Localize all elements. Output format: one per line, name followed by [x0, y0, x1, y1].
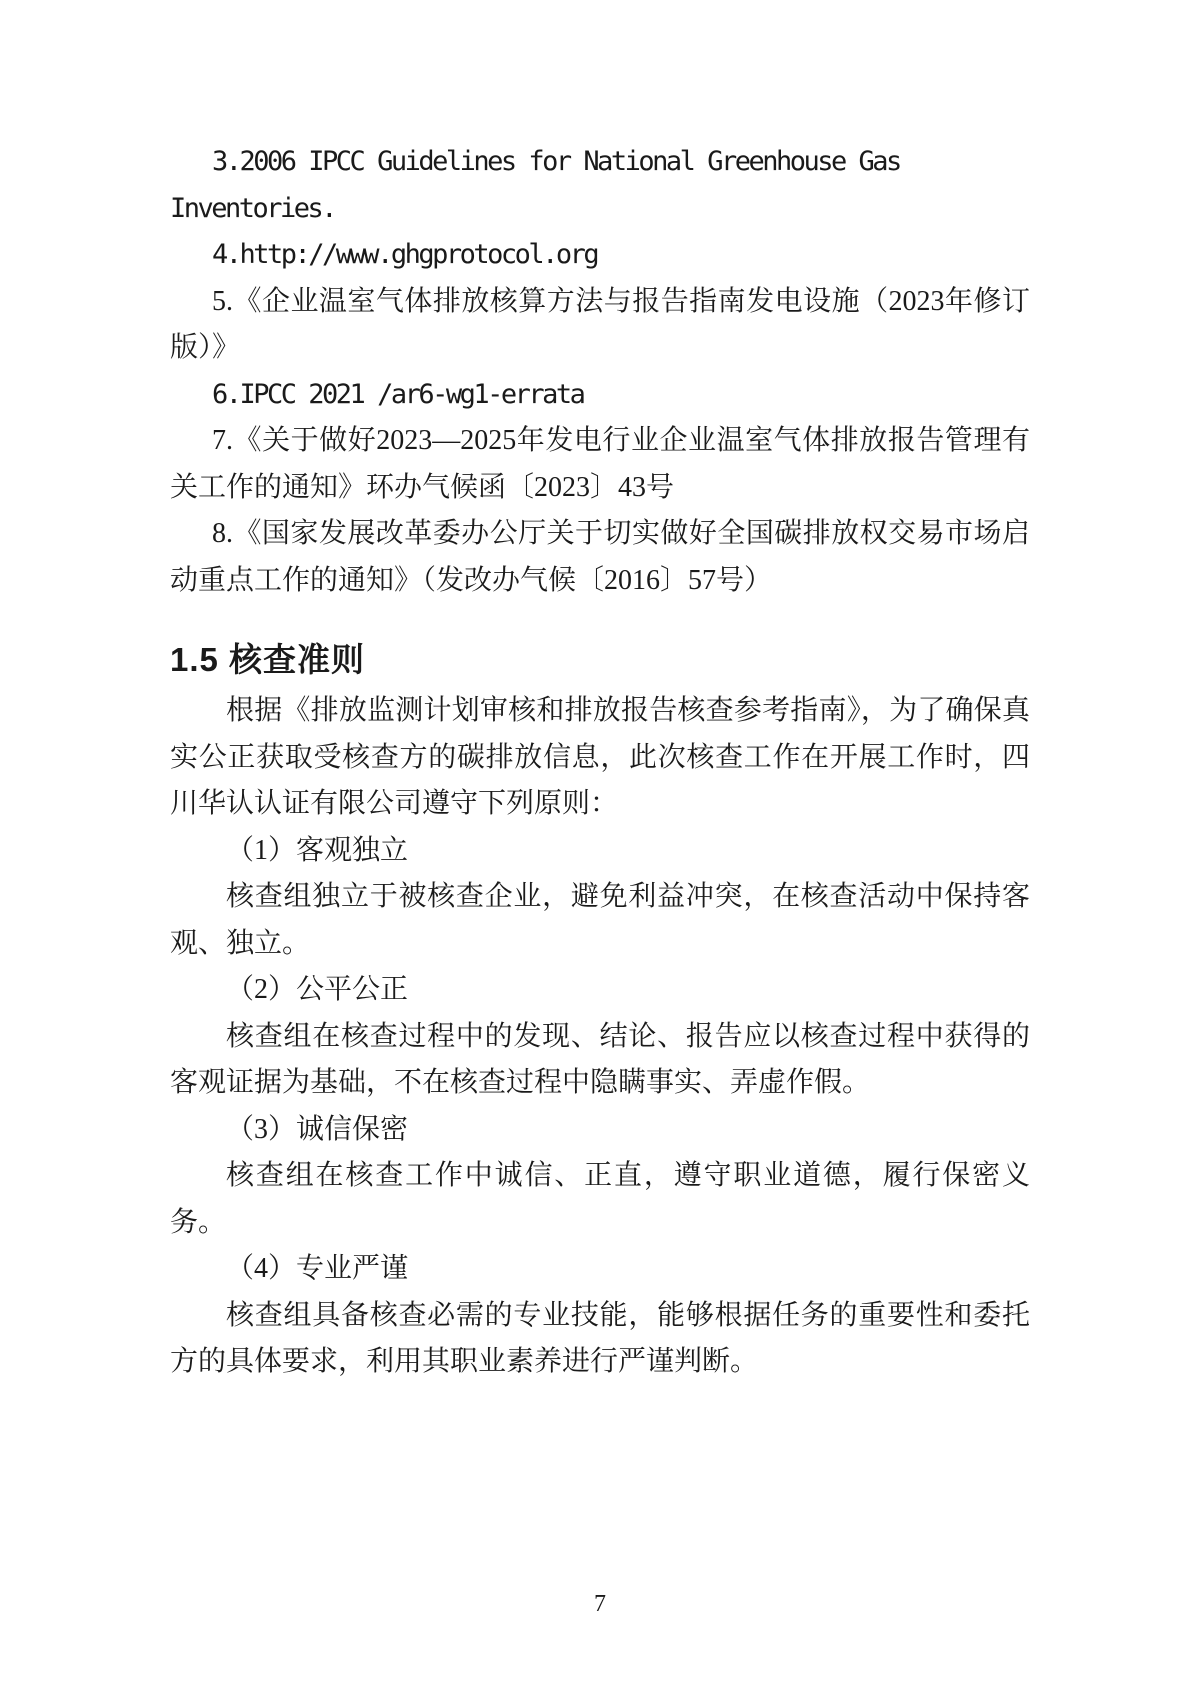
principle-title: （2）公平公正: [226, 974, 409, 1005]
reference-item: 4.http://www.ghgprotocol.org: [212, 239, 598, 270]
page-number: 7: [594, 1591, 606, 1617]
principle-title: （1）客观独立: [226, 834, 409, 866]
page-content: [170, 139, 1030, 1386]
reference-item: 7.《关于做好2023—2025年发电行业企业温室气体排放报告管理有关工作的通知》环办气候函〔2023〕43号: [170, 425, 1030, 503]
principle-title: （3）诚信保密: [226, 1113, 409, 1145]
principle-body: 核查组在核查过程中的发现、结论、报告应以核查过程中获得的客观证据为基础，不在核查过程中隐瞒事实、弄虚作假。: [170, 1020, 1030, 1098]
reference-item: 8.《国家发展改革委办公厅关于切实做好全国碳排放权交易市场启动重点工作的通知》（发改办气候〔2016〕57号）: [170, 518, 1030, 596]
section-intro-paragraph: 根据《排放监测计划审核和排放报告核查参考指南》，为了确保真实公正获取受核查方的碳排放信息，此次核查工作在开展工作时，四川华认认证有限公司遵守下列原则：: [170, 695, 1030, 819]
principle-body: 核查组独立于被核查企业，避免利益冲突，在核查活动中保持客观、独立。: [170, 881, 1030, 959]
reference-item: 5.《企业温室气体排放核算方法与报告指南发电设施（2023年修订版）》: [170, 285, 1030, 363]
principle-body: 核查组在核查工作中诚信、正直，遵守职业道德，履行保密义务。: [170, 1160, 1030, 1238]
principle-title: （4）专业严谨: [226, 1253, 409, 1284]
section-heading: 1.5 核查准则: [170, 641, 366, 678]
principle-body: 核查组具备核查必需的专业技能，能够根据任务的重要性和委托方的具体要求，利用其职业素养进行严谨判断。: [170, 1299, 1030, 1377]
reference-item: 3.2006 IPCC Guidelines for National Greenhouse Gas Inventories.: [170, 146, 900, 224]
reference-item: 6.IPCC 2021 /ar6-wg1-errata: [212, 378, 584, 410]
